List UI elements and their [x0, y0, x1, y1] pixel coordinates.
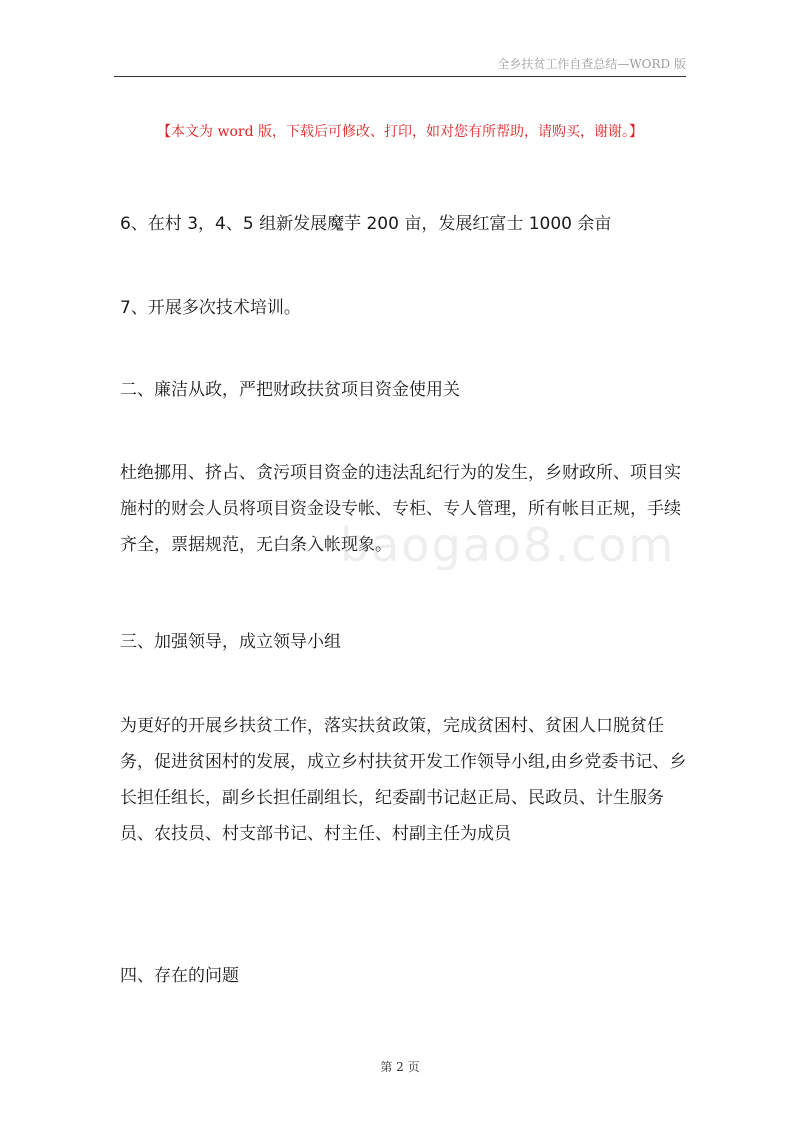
- section-4-heading: 四、存在的问题: [120, 966, 239, 986]
- list-item-7: 7、开展多次技术培训。: [120, 298, 301, 318]
- section-2-paragraph: 杜绝挪用、挤占、贪污项目资金的违法乱纪行为的发生，乡财政所、项目实施村的财会人员将项目资金设专帐、专柜、专人管理，所有帐目正规，手续齐全，票据规范，无白条入帐现象。: [120, 463, 681, 555]
- header-divider: [114, 76, 686, 77]
- section-3-heading: 三、加强领导，成立领导小组: [120, 632, 341, 652]
- download-notice: 【本文为 word 版，下载后可修改、打印，如对您有所帮助，请购买，谢谢。】: [157, 124, 643, 140]
- section-2-heading: 二、廉洁从政，严把财政扶贫项目资金使用关: [120, 380, 460, 400]
- list-item-6: 6、在村 3，4、5 组新发展魔芋 200 亩，发展红富士 1000 余亩: [120, 214, 612, 234]
- page-number: 第 2 页: [380, 1060, 420, 1074]
- watermark: baogao8.com: [340, 518, 676, 572]
- document-header-title: 全乡扶贫工作自查总结—WORD 版: [497, 57, 686, 71]
- section-3-paragraph: 为更好的开展乡扶贫工作，落实扶贫政策，完成贫困村、贫困人口脱贫任务，促进贫困村的发展，成立乡村扶贫开发工作领导小组,由乡党委书记、乡长担任组长，副乡长担任副组长，纪委副书记赵正局、民政员、计生服务员、农技员、村支部书记、村主任、村副主任为成员: [120, 716, 687, 844]
